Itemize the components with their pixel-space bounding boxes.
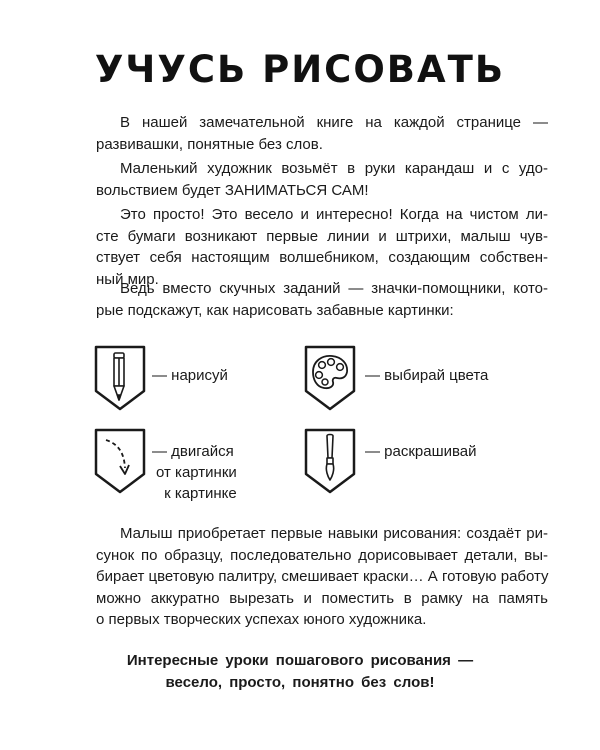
text-line: бирает цветовую палитру, смешивает краски… А готовую работу xyxy=(96,568,549,585)
intro-paragraph-2 xyxy=(96,158,548,201)
text-line: сте бумаги возникают первые линии и штрихи, малыш чув- xyxy=(96,227,548,245)
text-line: сунок по образцу, последовательно дорисовывает детали, вы- xyxy=(96,546,548,564)
legend-label: — нарисуй xyxy=(152,367,228,384)
brush-icon xyxy=(304,428,356,494)
tagline-line: Интересные уроки пошагового рисования — xyxy=(126,652,474,669)
legend-draw xyxy=(152,365,228,386)
tagline-line: весело, просто, понятно без слов! xyxy=(165,674,435,691)
footer-tagline xyxy=(0,650,600,694)
text-line: рые подскажут, как нарисовать забавные картинки: xyxy=(96,301,454,319)
text-line: о первых творческих успехах юного художника. xyxy=(96,611,427,628)
dashed-arrow-icon xyxy=(94,428,146,494)
legend-label: — двигайся xyxy=(152,443,234,460)
text-line: Это просто! Это весело и интересно! Когда на чистом ли- xyxy=(120,206,548,223)
text-line: Маленький художник возьмёт в руки карандаш и с удо- xyxy=(120,160,548,177)
legend-choose-colors xyxy=(365,365,488,386)
intro-paragraph-1 xyxy=(96,112,548,155)
text-line: можно аккуратно вырезать и поместить в рамку на память xyxy=(96,589,548,607)
outro-paragraph xyxy=(96,523,548,631)
palette-icon xyxy=(304,345,356,411)
text-line: ствует себя настоящим волшебником, создающим собствен- xyxy=(96,249,548,266)
text-line: В нашей замечательной книге на каждой странице — xyxy=(120,114,548,131)
text-line: Малыш приобретает первые навыки рисования: создаёт ри- xyxy=(120,525,548,542)
text-line: Ведь вместо скучных заданий — значки-помощники, кото- xyxy=(120,280,548,297)
text-line: ный мир. xyxy=(96,270,159,288)
legend-paint xyxy=(365,441,477,462)
text-line: развивашки, понятные без слов. xyxy=(96,135,323,153)
legend-move xyxy=(152,441,237,504)
page-title: УЧУСЬ РИСОВАТЬ xyxy=(94,48,506,91)
legend-label: — раскрашивай xyxy=(365,443,477,460)
legend-label: к картинке xyxy=(164,485,237,502)
text-line: вольствием будет ЗАНИМАТЬСЯ САМ! xyxy=(96,181,369,199)
legend-label: — выбирай цвета xyxy=(365,367,489,384)
intro-paragraph-4 xyxy=(96,278,548,321)
pencil-icon xyxy=(94,345,146,411)
legend-label: от картинки xyxy=(156,464,237,481)
